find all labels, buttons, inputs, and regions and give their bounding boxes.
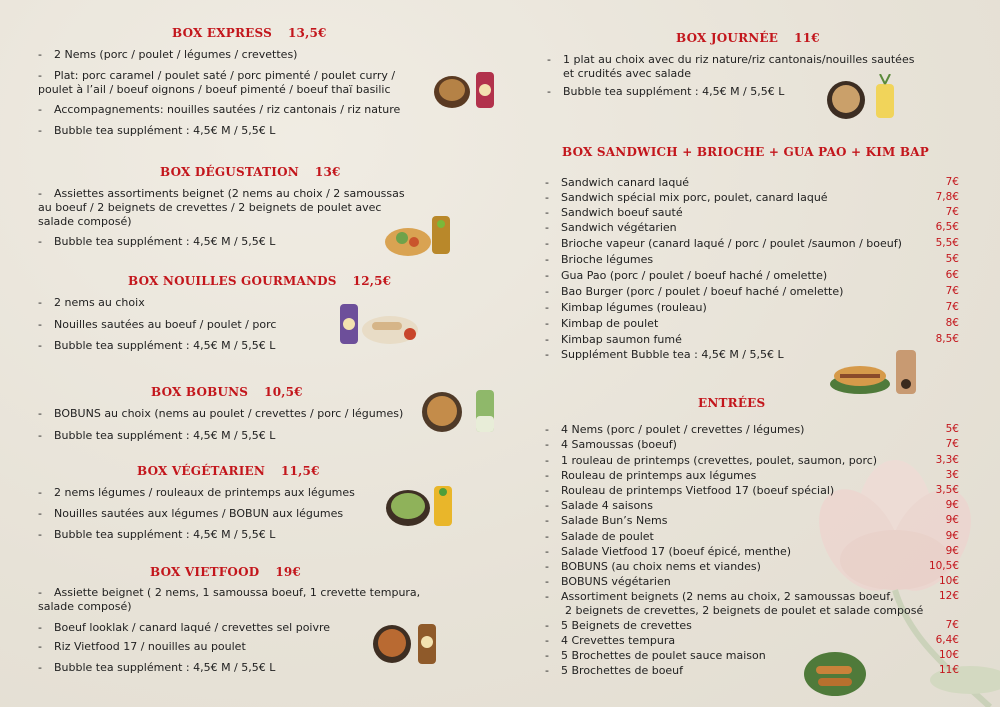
section-name: BOX BOBUNS: [151, 385, 249, 399]
section-name: BOX NOUILLES GOURMANDS: [128, 274, 337, 288]
item-name: Brioche vapeur (canard laqué / porc / poulet /saumon / boeuf): [561, 237, 902, 250]
list-item: - Bubble tea supplément : 4,5€ M / 5,5€ L: [38, 339, 276, 352]
item-price: 7,8€: [935, 191, 959, 203]
list-item: - 2 Nems (porc / poulet / légumes / crevettes): [38, 48, 298, 61]
item-name: 4 Crevettes tempura: [561, 634, 676, 647]
list-item: - Bubble tea supplément : 4,5€ M / 5,5€ L: [38, 661, 276, 674]
list-item: - Accompagnements: nouilles sautées / riz cantonais / riz nature: [38, 103, 401, 116]
menu-row: - Sandwich boeuf sauté: [545, 206, 683, 219]
item-name-continued: 2 beignets de crevettes, 2 beignets de poulet et salade composé: [565, 604, 924, 617]
fried-rolls-platter-image: [802, 648, 868, 698]
item-price: 12€: [938, 590, 959, 602]
menu-row: - BOBUNS végétarien: [545, 575, 671, 588]
menu-row: - 4 Nems (porc / poulet / crevettes / légumes): [545, 423, 805, 436]
menu-row: - Brioche légumes: [545, 253, 654, 266]
item-price: 10,5€: [928, 560, 959, 572]
item-text: 2 Nems (porc / poulet / légumes / crevettes): [54, 48, 298, 61]
item-name: Gua Pao (porc / poulet / boeuf haché / omelette): [561, 269, 828, 282]
menu-row: - Salade de poulet: [545, 530, 654, 543]
item-text: 2 nems légumes / rouleaux de printemps aux légumes: [54, 486, 355, 499]
menu-row: - Salade 4 saisons: [545, 499, 653, 512]
menu-row: - Bao Burger (porc / poulet / boeuf haché / omelette): [545, 285, 844, 298]
fried-assortment-bubble-tea-image: [384, 212, 454, 258]
item-price: 7€: [945, 206, 959, 218]
item-name: Brioche légumes: [561, 253, 654, 266]
box-journee-title: [676, 31, 820, 45]
section-name: BOX VIETFOOD: [150, 565, 260, 579]
vegetable-bowl-bubble-tea-image: [384, 482, 464, 528]
item-text: Bubble tea supplément : 4,5€ M / 5,5€ L: [563, 85, 785, 98]
menu-row: - Kimbap légumes (rouleau): [545, 301, 707, 314]
item-price: 7€: [945, 176, 959, 188]
box-express-title: [172, 26, 327, 40]
item-name: Salade de poulet: [561, 530, 654, 543]
item-text: Bubble tea supplément : 4,5€ M / 5,5€ L: [54, 661, 276, 674]
item-name: Supplément Bubble tea : 4,5€ M / 5,5€ L: [561, 348, 784, 361]
item-price: 7€: [945, 301, 959, 313]
list-item: - 1 plat au choix avec du riz nature/riz cantonais/nouilles sautées: [547, 53, 915, 66]
item-price: 6,5€: [935, 221, 959, 233]
noodle-bowl-bubble-tea-image: [432, 68, 502, 110]
item-price: 3€: [945, 469, 959, 481]
item-name: Bao Burger (porc / poulet / boeuf haché / omelette): [561, 285, 844, 298]
item-text: Boeuf looklak / canard laqué / crevettes sel poivre: [54, 621, 331, 634]
item-name: Sandwich boeuf sauté: [561, 206, 683, 219]
list-item: - Boeuf looklak / canard laqué / crevettes sel poivre: [38, 621, 331, 634]
section-name: BOX EXPRESS: [172, 26, 272, 40]
section-name: BOX VÉGÉTARIEN: [137, 464, 266, 478]
item-text-continued: salade composé): [38, 215, 132, 228]
item-text-continued: poulet à l’ail / boeuf oignons / boeuf pimenté / boeuf thaï basilic: [38, 83, 391, 96]
menu-row: - Salade Vietfood 17 (boeuf épicé, menthe): [545, 545, 792, 558]
item-price: 3,3€: [935, 454, 959, 466]
menu-row: - 5 Brochettes de poulet sauce maison: [545, 649, 766, 662]
item-price: 6€: [945, 269, 959, 281]
item-name: Salade Vietfood 17 (boeuf épicé, menthe): [561, 545, 792, 558]
menu-row: - Rouleau de printemps Vietfood 17 (boeuf spécial): [545, 484, 835, 497]
item-name: 4 Samoussas (boeuf): [561, 438, 677, 451]
menu-row: - 1 rouleau de printemps (crevettes, poulet, saumon, porc): [545, 454, 878, 467]
item-text: Riz Vietfood 17 / nouilles au poulet: [54, 640, 246, 653]
item-text-continued: salade composé): [38, 600, 132, 613]
item-name: 5 Brochettes de boeuf: [561, 664, 684, 677]
item-name: Sandwich canard laqué: [561, 176, 690, 189]
item-price: 7€: [945, 619, 959, 631]
rice-bowl-mango-drink-image: [824, 74, 904, 120]
list-item: - Bubble tea supplément : 4,5€ M / 5,5€ L: [38, 235, 276, 248]
item-price: 9€: [945, 514, 959, 526]
item-text: Bubble tea supplément : 4,5€ M / 5,5€ L: [54, 235, 276, 248]
item-price: 8€: [945, 317, 959, 329]
item-text: Assiettes assortiments beignet (2 nems au choix / 2 samoussas: [54, 187, 405, 200]
menu-row: - 4 Crevettes tempura: [545, 634, 676, 647]
item-text: Nouilles sautées aux légumes / BOBUN aux légumes: [54, 507, 344, 520]
list-item: - Nouilles sautées au boeuf / poulet / porc: [38, 318, 277, 331]
list-item: - Assiettes assortiments beignet (2 nems au choix / 2 samoussas: [38, 187, 405, 200]
menu-row: - Supplément Bubble tea : 4,5€ M / 5,5€ L: [545, 348, 784, 361]
item-text: Plat: porc caramel / poulet saté / porc pimenté / poulet curry /: [54, 69, 396, 82]
list-item: - Plat: porc caramel / poulet saté / porc pimenté / poulet curry /: [38, 69, 396, 82]
box-bobuns-title: [151, 385, 303, 399]
menu-row: - Rouleau de printemps aux légumes: [545, 469, 757, 482]
menu-row: - Sandwich canard laqué: [545, 176, 690, 189]
item-text: Nouilles sautées au boeuf / poulet / porc: [54, 318, 277, 331]
item-name: Assortiment beignets (2 nems au choix, 2 samoussas boeuf,: [561, 590, 894, 603]
menu-row: - Assortiment beignets (2 nems au choix, 2 samoussas boeuf,: [545, 590, 894, 603]
list-item: - Bubble tea supplément : 4,5€ M / 5,5€ L: [38, 429, 276, 442]
item-text: BOBUNS au choix (nems au poulet / crevettes / porc / légumes): [54, 407, 404, 420]
menu-row: - 5 Beignets de crevettes: [545, 619, 692, 632]
menu-row: - Salade Bun’s Nems: [545, 514, 668, 527]
item-price: 11€: [938, 664, 959, 676]
entrees-section-title: ENTRÉES: [698, 396, 766, 410]
item-text: Accompagnements: nouilles sautées / riz cantonais / riz nature: [54, 103, 401, 116]
item-name: Salade Bun’s Nems: [561, 514, 668, 527]
item-name: Rouleau de printemps Vietfood 17 (boeuf spécial): [561, 484, 835, 497]
item-name: 5 Beignets de crevettes: [561, 619, 692, 632]
menu-row: - Sandwich spécial mix porc, poulet, canard laqué: [545, 191, 828, 204]
item-price: 7€: [945, 285, 959, 297]
menu-row: - Kimbap de poulet: [545, 317, 659, 330]
item-name: Kimbap légumes (rouleau): [561, 301, 707, 314]
list-item: - Bubble tea supplément : 4,5€ M / 5,5€ L: [38, 528, 276, 541]
item-name: Kimbap saumon fumé: [561, 333, 682, 346]
menu-row: - 5 Brochettes de boeuf: [545, 664, 684, 677]
item-name: Sandwich spécial mix porc, poulet, canard laqué: [561, 191, 828, 204]
spring-rolls-bubble-tea-image: [338, 300, 422, 350]
item-name: Sandwich végétarien: [561, 221, 677, 234]
list-item: - 2 nems légumes / rouleaux de printemps aux légumes: [38, 486, 355, 499]
section-name: BOX DÉGUSTATION: [160, 165, 299, 179]
list-item: - Bubble tea supplément : 4,5€ M / 5,5€ L: [38, 124, 276, 137]
item-name: 1 rouleau de printemps (crevettes, poulet, saumon, porc): [561, 454, 878, 467]
list-item: - Assiette beignet ( 2 nems, 1 samoussa boeuf, 1 crevette tempura,: [38, 586, 421, 599]
item-price: 9€: [945, 499, 959, 511]
menu-row: - Gua Pao (porc / poulet / boeuf haché / omelette): [545, 269, 828, 282]
section-price: 13€: [314, 165, 341, 179]
box-nouilles-title: [128, 274, 391, 288]
section-price: 11,5€: [281, 464, 320, 478]
list-item: - Riz Vietfood 17 / nouilles au poulet: [38, 640, 246, 653]
rice-plate-bubble-tea-image: [372, 620, 452, 666]
sandwich-section-title: BOX SANDWICH + BRIOCHE + GUA PAO + KIM BAP: [562, 145, 929, 159]
item-text: Bubble tea supplément : 4,5€ M / 5,5€ L: [54, 528, 276, 541]
item-name: Salade 4 saisons: [561, 499, 653, 512]
item-name: Rouleau de printemps aux légumes: [561, 469, 757, 482]
item-price: 6,4€: [935, 634, 959, 646]
menu-row: - Kimbap saumon fumé: [545, 333, 682, 346]
item-text: Bubble tea supplément : 4,5€ M / 5,5€ L: [54, 339, 276, 352]
item-price: 3,5€: [935, 484, 959, 496]
box-vegetarien-title: [137, 464, 320, 478]
box-degustation-title: [160, 165, 341, 179]
list-item: - Nouilles sautées aux légumes / BOBUN aux légumes: [38, 507, 344, 520]
list-item: - Bubble tea supplément : 4,5€ M / 5,5€ L: [547, 85, 785, 98]
item-price: 5€: [945, 423, 959, 435]
bobun-bowl-bubble-tea-image: [420, 386, 500, 436]
list-item: - 2 nems au choix: [38, 296, 145, 309]
box-vietfood-title: [150, 565, 301, 579]
item-price: 8,5€: [935, 333, 959, 345]
item-name: Kimbap de poulet: [561, 317, 659, 330]
section-price: 10,5€: [264, 385, 303, 399]
item-price: 5€: [945, 253, 959, 265]
menu-row: - 4 Samoussas (boeuf): [545, 438, 677, 451]
section-price: 12,5€: [352, 274, 392, 288]
item-price: 5,5€: [935, 237, 959, 249]
item-price: 10€: [938, 649, 959, 661]
section-name: BOX JOURNÉE: [676, 31, 779, 45]
item-price: 10€: [938, 575, 959, 587]
item-name: BOBUNS (au choix nems et viandes): [561, 560, 761, 573]
menu-row: - Sandwich végétarien: [545, 221, 677, 234]
item-name: 5 Brochettes de poulet sauce maison: [561, 649, 766, 662]
section-price: 19€: [275, 565, 301, 579]
item-name: 4 Nems (porc / poulet / crevettes / légumes): [561, 423, 805, 436]
item-name: BOBUNS végétarien: [561, 575, 671, 588]
menu-row: - BOBUNS (au choix nems et viandes): [545, 560, 761, 573]
item-text: Bubble tea supplément : 4,5€ M / 5,5€ L: [54, 124, 276, 137]
item-price: 9€: [945, 530, 959, 542]
section-price: 13,5€: [287, 26, 327, 40]
item-text-continued: au boeuf / 2 beignets de crevettes / 2 beignets de poulet avec: [38, 201, 382, 214]
item-text: Bubble tea supplément : 4,5€ M / 5,5€ L: [54, 429, 276, 442]
item-text: 2 nems au choix: [54, 296, 145, 309]
menu-row: - Brioche vapeur (canard laqué / porc / poulet /saumon / boeuf): [545, 237, 902, 250]
list-item: - BOBUNS au choix (nems au poulet / crevettes / porc / légumes): [38, 407, 404, 420]
item-price: 7€: [945, 438, 959, 450]
item-text-continued: et crudités avec salade: [563, 67, 692, 80]
banh-mi-bubble-tea-image: [830, 348, 924, 398]
item-text: Assiette beignet ( 2 nems, 1 samoussa boeuf, 1 crevette tempura,: [54, 586, 421, 599]
section-price: 11€: [794, 31, 820, 45]
item-price: 9€: [945, 545, 959, 557]
item-text: 1 plat au choix avec du riz nature/riz cantonais/nouilles sautées: [563, 53, 915, 66]
